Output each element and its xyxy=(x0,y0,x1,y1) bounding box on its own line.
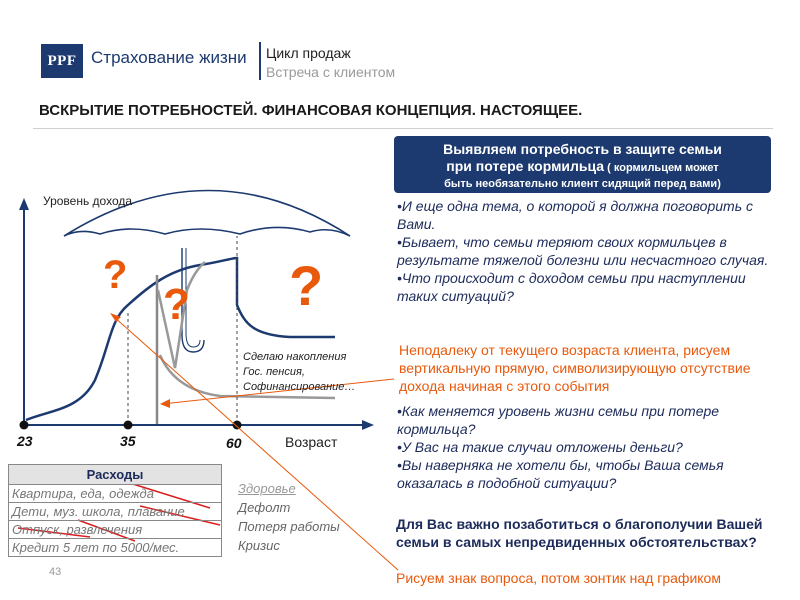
age-60-marker xyxy=(233,421,242,430)
banner-line3: быть необязательно клиент сидящий перед вами) xyxy=(444,178,721,190)
brand-name: Страхование жизни xyxy=(91,48,247,67)
age-23-marker xyxy=(20,421,29,430)
question-item: •Как меняется уровень жизни семьи при потере кормильца? xyxy=(397,403,720,437)
table-row: Кредит 5 лет по 5000/мес. xyxy=(9,539,222,557)
question-item: •У Вас на такие случаи отложены деньги? xyxy=(397,439,683,455)
y-axis-label: Уровень дохода xyxy=(43,194,133,208)
expenses-table xyxy=(8,464,222,557)
question-mark: ? xyxy=(103,253,128,297)
table-row: Дети, муз. школа, плавание xyxy=(9,503,222,521)
table-row: Отпуск, развлечения xyxy=(9,521,222,539)
age-label-35: 35 xyxy=(120,433,136,449)
question-mark: ? xyxy=(163,280,190,329)
expenses-header: Расходы xyxy=(9,465,222,485)
age-label-60: 60 xyxy=(226,435,242,451)
orange-instruction: Неподалеку от текущего возраста клиента, рисуем вертикальную прямую, символизирующую отсутствие дохода начиная с этого события xyxy=(399,342,751,394)
question-item: •Что происходит с доходом семьи при наступлении таких ситуаций? xyxy=(397,270,746,304)
question-mark: ? xyxy=(289,254,324,317)
y-axis-arrow-icon xyxy=(19,198,29,210)
table-row: Квартира, еда, одежда xyxy=(9,485,222,503)
banner-line1: Выявляем потребность в защите семьи xyxy=(443,141,722,157)
list-item: Здоровье xyxy=(238,481,296,496)
question-item: •Вы наверняка не хотели бы, чтобы Ваша семья оказалась в подобной ситуации? xyxy=(397,457,724,491)
age-35-marker xyxy=(124,421,133,430)
section-subtitle: Встреча с клиентом xyxy=(266,64,396,80)
x-axis-arrow-icon xyxy=(362,420,374,430)
orange-arrow-icon xyxy=(160,399,170,408)
ppf-logo: PPF xyxy=(41,44,83,78)
page-title: ВСКРЫТИЕ ПОТРЕБНОСТЕЙ. ФИНАНСОВАЯ КОНЦЕПЦИЯ. НАСТОЯЩЕЕ. xyxy=(39,102,583,119)
chart-note: Сделаю накопления Гос. пенсия, Софинансирование… xyxy=(243,351,356,393)
list-item: Потеря работы xyxy=(238,519,340,534)
final-question: Для Вас важно позаботиться о благополучии Вашей семьи в самых непредвиденных обстоятельствах? xyxy=(396,516,763,550)
final-instruction: Рисуем знак вопроса, потом зонтик над графиком xyxy=(396,570,721,586)
list-item: Дефолт xyxy=(238,500,291,515)
risks-list xyxy=(238,479,340,555)
question-item: •И еще одна тема, о которой я должна поговорить с Вами. xyxy=(397,198,753,232)
section-title: Цикл продаж xyxy=(266,45,351,61)
question-item: •Бывает, что семьи теряют своих кормильцев в результате тяжелой болезни или несчастного случая. xyxy=(397,234,769,268)
list-item: Кризис xyxy=(238,538,280,553)
age-label-23: 23 xyxy=(17,433,33,449)
banner-line2: при потере кормильца ( кормильцем может xyxy=(446,158,719,174)
page-number: 43 xyxy=(49,566,62,578)
x-axis-label: Возраст xyxy=(285,434,338,450)
